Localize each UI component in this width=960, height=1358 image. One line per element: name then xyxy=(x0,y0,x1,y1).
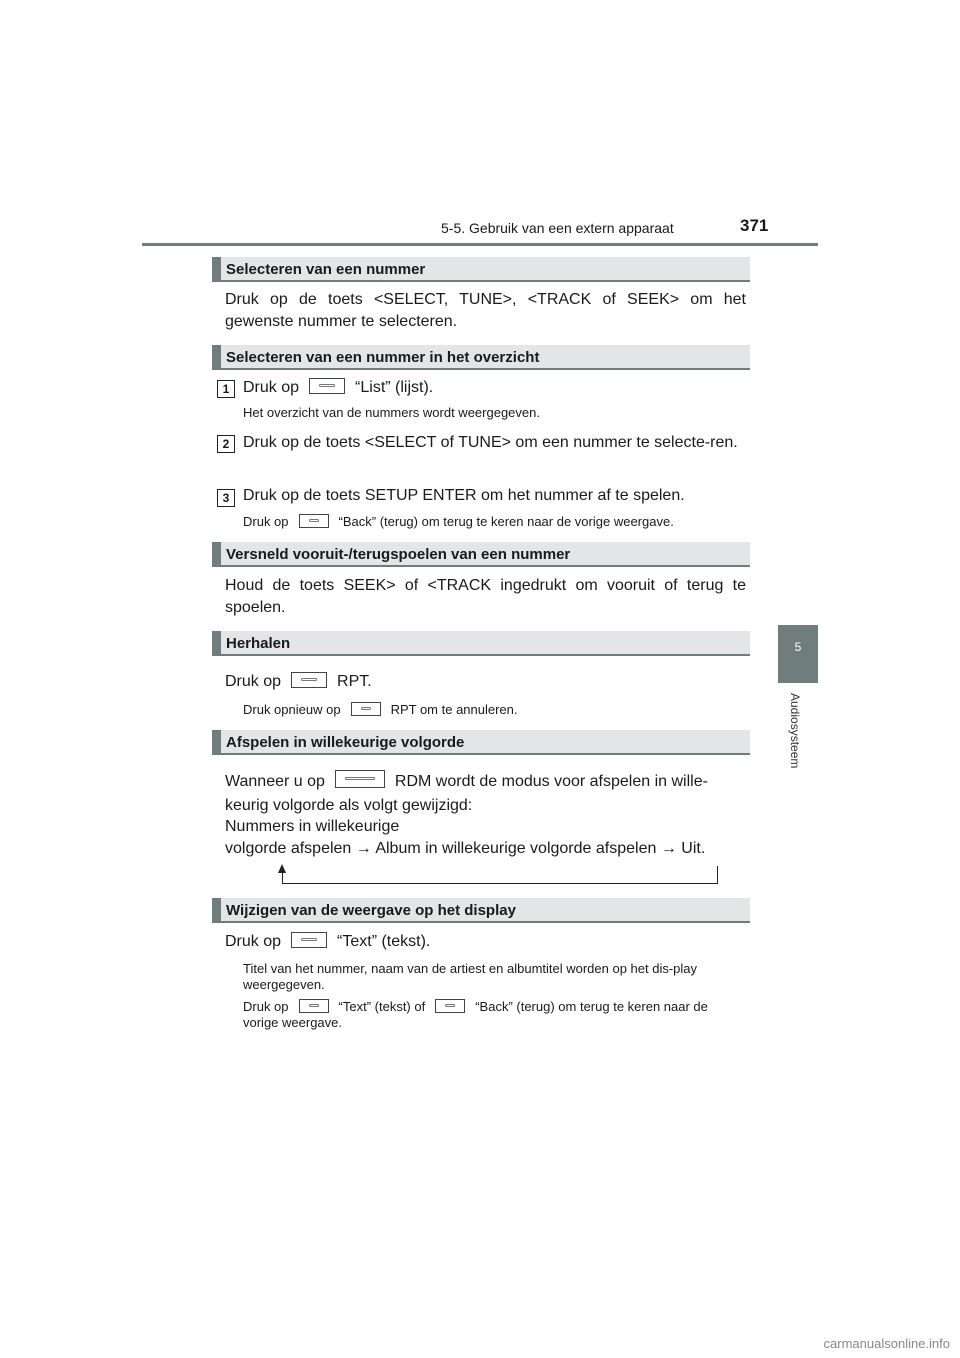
loop-line-bottom xyxy=(282,883,718,884)
watermark-text: carmanualsonline.info xyxy=(823,1336,950,1351)
repeat-note-before: Druk opnieuw op xyxy=(243,702,341,717)
random-line-1-after: RDM wordt de modus voor afspelen in wille- xyxy=(394,773,708,790)
step-3-note xyxy=(243,514,746,530)
display-note-2-b: “Text” (tekst) of xyxy=(338,999,426,1014)
repeat-note xyxy=(243,702,746,718)
display-note-2-a: Druk op xyxy=(243,999,289,1014)
random-line-2: keurig volgorde als volgt gewijzigd: xyxy=(225,797,473,814)
display-text-after: “Text” (tekst). xyxy=(337,933,431,950)
step-number-3: 3 xyxy=(217,489,235,507)
section-heading-select-track: Selecteren van een nummer xyxy=(212,257,750,282)
chapter-title: 5-5. Gebruik van een extern apparaat xyxy=(441,220,674,236)
step-2-text: Druk op de toets <SELECT of TUNE> om een nummer te selecte-ren. xyxy=(243,434,738,451)
page-number: 371 xyxy=(740,216,769,235)
section-heading-select-from-list: Selecteren van een nummer in het overzicht xyxy=(212,345,750,370)
step-1-text-before: Druk op xyxy=(243,379,300,396)
screen-button-icon xyxy=(291,932,327,948)
step-number-2: 2 xyxy=(217,435,235,453)
repeat-note-after: RPT om te annuleren. xyxy=(390,702,518,717)
screen-button-icon xyxy=(309,378,345,394)
screen-button-icon xyxy=(335,770,385,788)
screen-button-icon xyxy=(299,514,329,528)
section-heading-fast-forward: Versneld vooruit-/terugspoelen van een nummer xyxy=(212,542,750,567)
screen-button-icon xyxy=(351,702,381,716)
display-note-2 xyxy=(243,999,746,1031)
chapter-tab-number: 5 xyxy=(794,640,802,654)
section-text-repeat xyxy=(225,671,746,693)
repeat-text-before: Druk op xyxy=(225,673,282,690)
header-rule xyxy=(142,243,818,246)
chapter-tab-label: Audiosysteem xyxy=(788,693,802,769)
section-text-select-track: Druk op de toets <SELECT, TUNE>, <TRACK of SEEK> om het gewenste nummer te selecteren. xyxy=(225,291,746,330)
step-3-note-after: “Back” (terug) om terug te keren naar de vorige weergave. xyxy=(338,514,674,529)
section-heading-display: Wijzigen van de weergave op het display xyxy=(212,898,750,923)
chapter-tab xyxy=(778,625,818,683)
random-line-1-before: Wanneer u op xyxy=(225,773,325,790)
screen-button-icon xyxy=(299,999,329,1013)
section-text-display xyxy=(225,931,746,953)
section-heading-random: Afspelen in willekeurige volgorde xyxy=(212,730,750,755)
screen-button-icon xyxy=(435,999,465,1013)
section-heading-repeat: Herhalen xyxy=(212,631,750,656)
step-1-note: Het overzicht van de nummers wordt weergegeven. xyxy=(243,405,540,420)
step-3-note-before: Druk op xyxy=(243,514,289,529)
loop-line-right xyxy=(717,866,718,884)
random-line-3: Nummers in willekeurige xyxy=(225,818,400,835)
display-note-1: Titel van het nummer, naam van de artiest en albumtitel worden op het dis-play weergegeven. xyxy=(243,961,698,992)
step-1-text-after: “List” (lijst). xyxy=(355,379,434,396)
section-text-fast-forward: Houd de toets SEEK> of <TRACK ingedrukt om vooruit of terug te spoelen. xyxy=(225,577,746,616)
screen-button-icon xyxy=(291,672,327,688)
step-3-text: Druk op de toets SETUP ENTER om het nummer af te spelen. xyxy=(243,487,685,504)
step-number-1: 1 xyxy=(217,380,235,398)
display-note-2-c: “Back” (terug) om terug te keren naar de vorige weergave. xyxy=(243,999,708,1030)
random-line-1 xyxy=(225,770,746,793)
display-text-before: Druk op xyxy=(225,933,282,950)
repeat-text-after: RPT. xyxy=(337,673,372,690)
step-1-text xyxy=(243,377,746,399)
random-line-4: volgorde afspelen → Album in willekeurige volgorde afspelen → Uit. xyxy=(225,840,706,857)
